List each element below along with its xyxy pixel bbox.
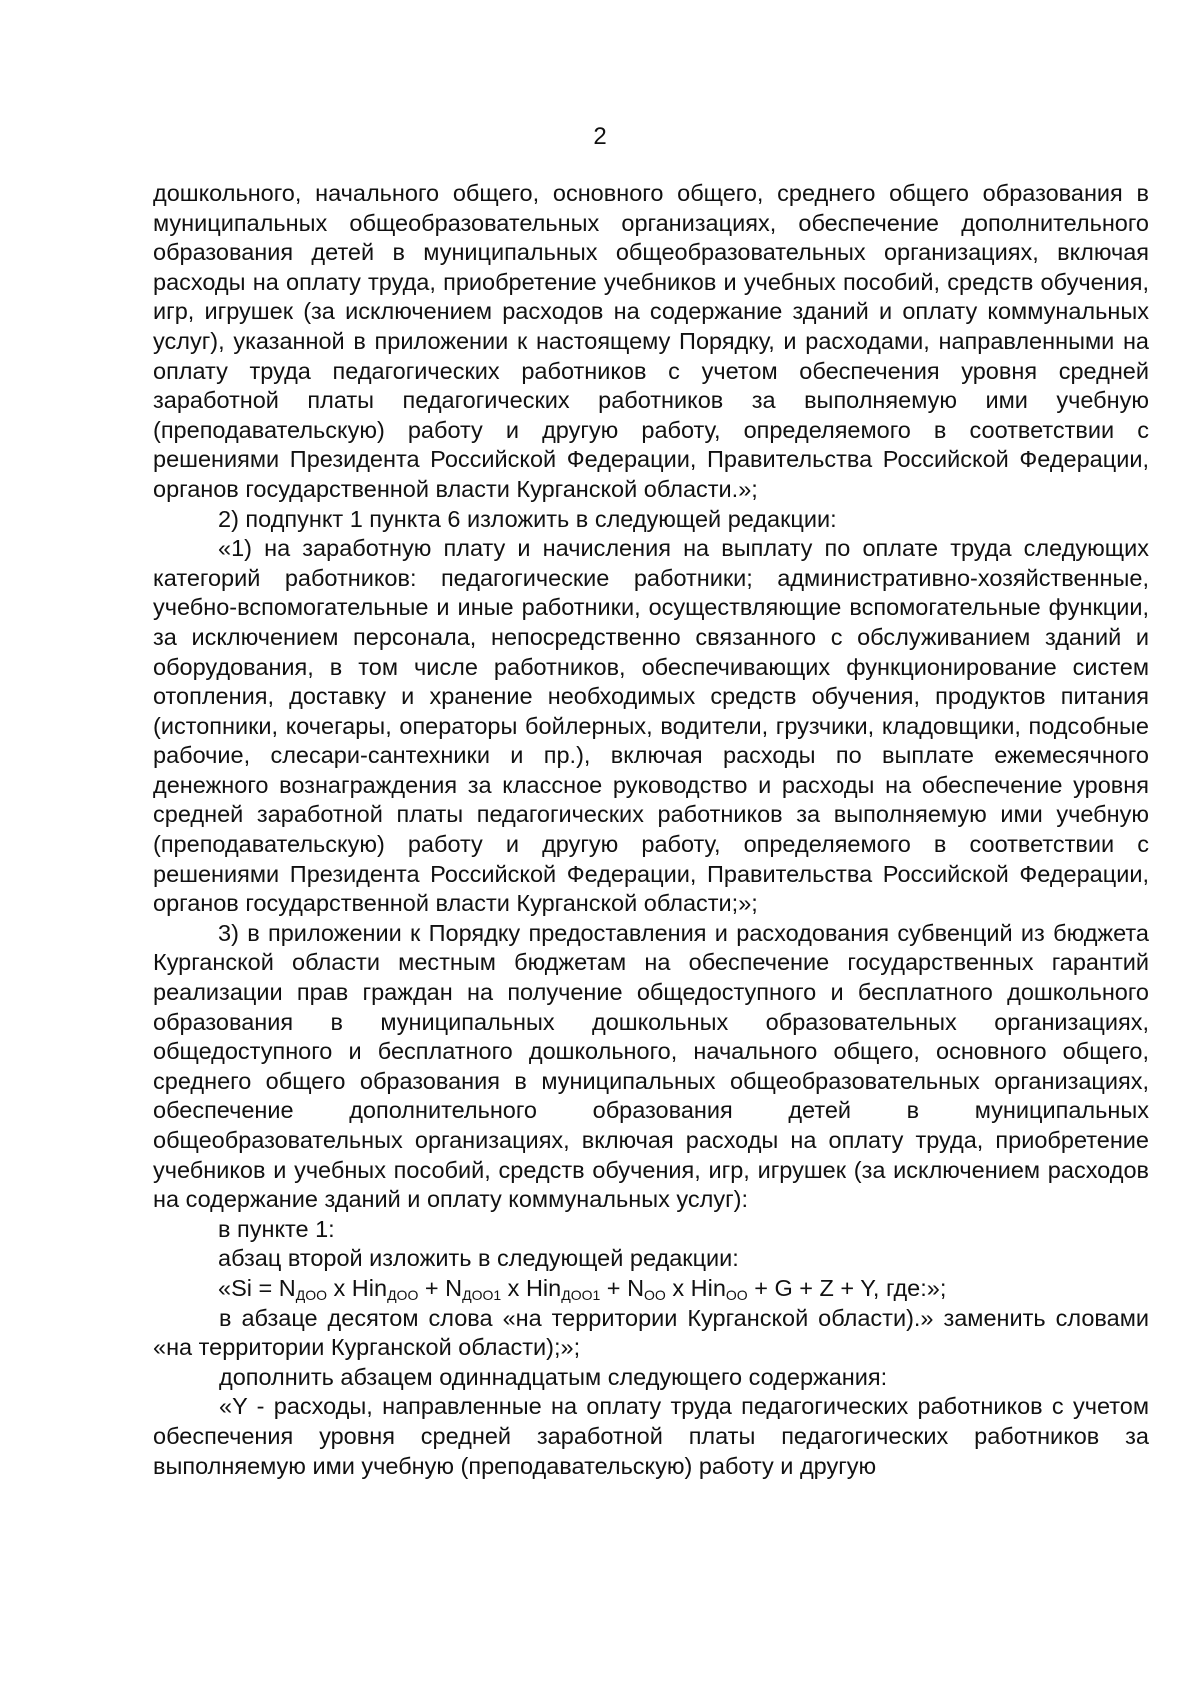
paragraph-item-3: 3) в приложении к Порядку предоставления и расходования субвенций из бюджета Курганской области местным бюджетам на обеспечение государственных гарантий реализации прав граждан на получение общедоступного и бесплатного дошкольного образования в муниципальных дошкольных образовательных организациях, общедоступного и бесплатного дошкольного, начального общего, основного общего, среднего общего образования в муниципальных общеобразовательных организациях, обеспечение дополнительного образования детей в муниципальных общеобразовательных организациях, включая расходы на оплату труда, приобретение учебников и учебных пособий, средств обучения, игр, игрушек (за исключением расходов на содержание зданий и оплату коммунальных услуг): (153, 919, 1149, 1213)
paragraph-y-definition: «Y - расходы, направленные на оплату труда педагогических работников с учетом обеспечения уровня средней заработной платы педагогических работников за выполняемую ими учебную (преподавательскую) работу и другую (153, 1393, 1149, 1479)
paragraph-item-2: 2) подпункт 1 пункта 6 изложить в следующей редакции: (218, 505, 837, 532)
paragraph-point-1: в пункте 1: (218, 1215, 335, 1242)
paragraph-continuation: дошкольного, начального общего, основного общего, среднего общего образования в муниципальных общеобразовательных организациях, обеспечение дополнительного образования детей в муниципальных общеобразовательных организациях, включая расходы на оплату труда, приобретение учебников и учебных пособий, средств обучения, игр, игрушек (за исключением расходов на содержание зданий и оплату коммунальных услуг), указанной в приложении к настоящему Порядку, и расходами, направленными на оплату труда педагогических работников с учетом обеспечения уровня средней заработной платы педагогических работников за выполняемую ими учебную (преподавательскую) работу и другую работу, определяемого в соответствии с решениями Президента Российской Федерации, Правительства Российской Федерации, органов государственной власти Курганской области.»; (153, 180, 1149, 502)
formula-line: «$Si = N_{ДОО}$ x $Hin_{ДОО} + N_{ДОО1}$ x $Hin_{ДОО1} + N_{ОО}$ x Hin$_{ОО}$ + G + Z + Y, где:»; (218, 1274, 947, 1303)
page-number: 2 (593, 123, 607, 150)
paragraph-second-abzac: абзац второй изложить в следующей редакции: (218, 1245, 739, 1272)
paragraph-add-eleventh: дополнить абзацем одиннадцатым следующего содержания: (219, 1363, 888, 1390)
document-body (153, 179, 1149, 1481)
paragraph-new-wording-1: «1) на заработную плату и начисления на выплату по оплате труда следующих категорий работников: педагогические работники; административно-хозяйственные, учебно-вспомогательные и иные работники, осуществляющие вспомогательные функции, за исключением персонала, непосредственно связанного с обслуживанием зданий и оборудования, в том числе работников, обеспечивающих функционирование систем отопления, доставку и хранение необходимых средств обучения, продуктов питания (истопники, кочегары, операторы бойлерных, водители, грузчики, кладовщики, подсобные рабочие, слесари-сантехники и пр.), включая расходы по выплате ежемесячного денежного вознаграждения за классное руководство и расходы на обеспечение уровня средней заработной платы педагогических работников за выполняемую ими учебную (преподавательскую) работу и другую работу, определяемого в соответствии с решениями Президента Российской Федерации, Правительства Российской Федерации, органов государственной власти Курганской области;»; (153, 535, 1149, 917)
paragraph-tenth-abzac: в абзаце десятом слова «на территории Курганской области).» заменить словами «на территории Курганской области);»; (153, 1304, 1149, 1361)
